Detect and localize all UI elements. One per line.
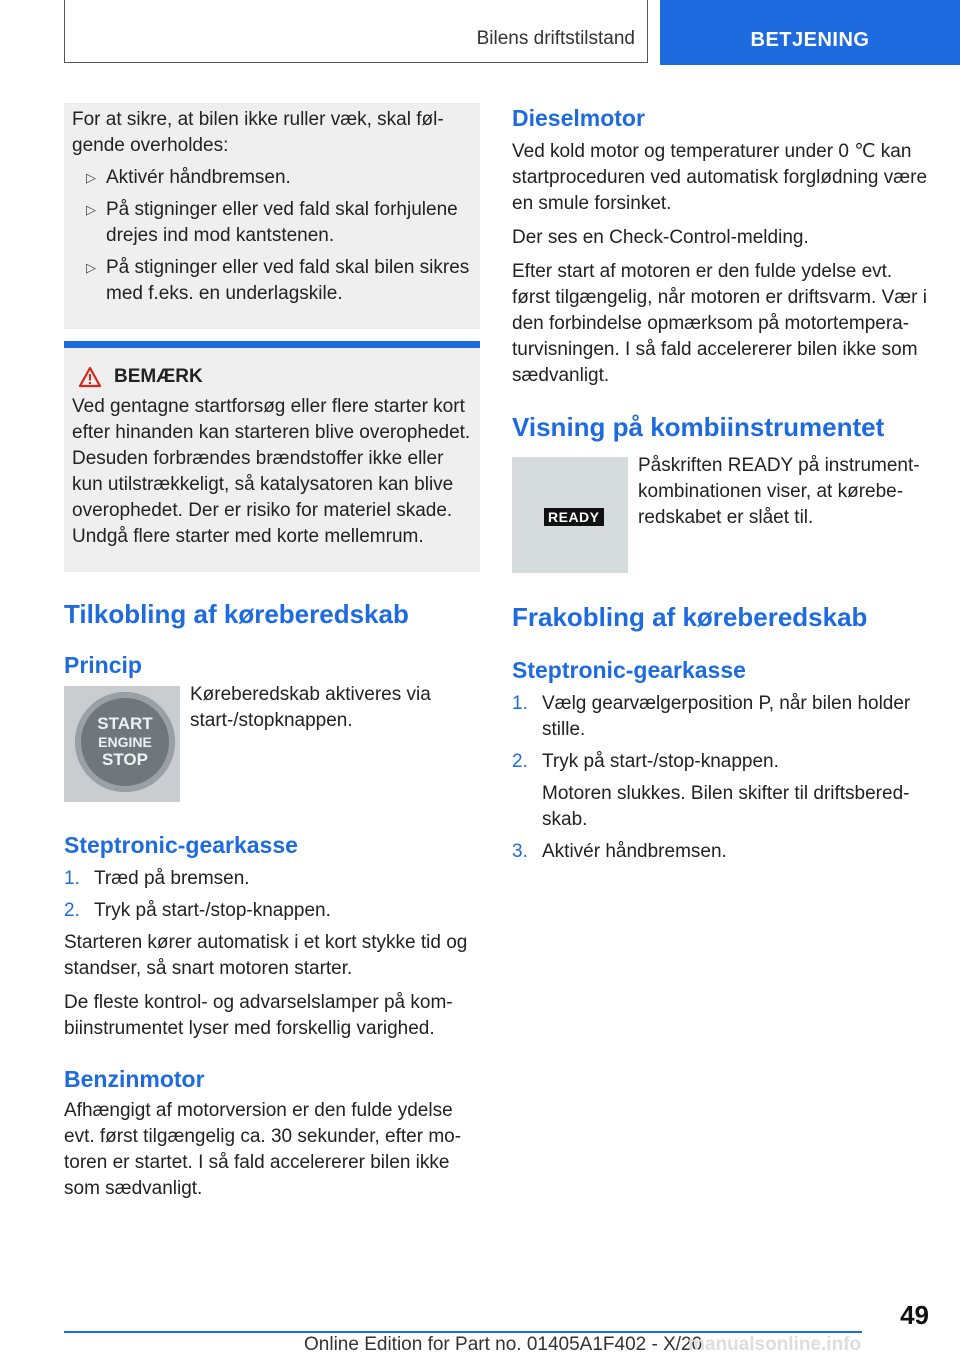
bullet-item: ▷ På stigninger eller ved fald skal bilen sikres med f.eks. en underlagskile. bbox=[86, 257, 470, 304]
ready-label: READY bbox=[544, 508, 604, 526]
chapter-tab bbox=[660, 0, 960, 65]
triangle-bullet-icon: ▷ bbox=[86, 202, 96, 217]
triangle-bullet-icon: ▷ bbox=[86, 260, 96, 275]
right-column bbox=[512, 103, 928, 871]
step-item: 3. Aktivér håndbremsen. bbox=[512, 841, 727, 862]
start-stop-button-image bbox=[64, 686, 180, 802]
left-column bbox=[64, 103, 480, 1202]
petrol-heading: Benzinmotor bbox=[64, 1066, 205, 1092]
diesel-paragraph-3: Efter start af motoren er den fulde ydelse evt. først tilgængelig, når motoren er driftsvarm. Vær i den forbindelse opmærksom på motortempera-turvisningen. I så fald accelererer bilen ikke som sædvanligt. bbox=[512, 261, 927, 386]
intro-box bbox=[64, 103, 480, 329]
petrol-text: Afhængigt af motorversion er den fulde ydelse evt. først tilgængelig ca. 30 sekunder, efter mo-toren er startet. I så fald accelererer bilen ikke som sædvanligt. bbox=[64, 1100, 462, 1199]
section-title-activation: Tilkobling af køreberedskab bbox=[64, 599, 409, 629]
display-heading: Visning på kombiinstrumentet bbox=[512, 412, 885, 442]
header-section-box bbox=[64, 0, 648, 63]
activation-steps bbox=[64, 866, 480, 924]
step-item: 1. Vælg gearvælgerposition P, når bilen holder stille. bbox=[512, 693, 911, 740]
note-box bbox=[64, 348, 480, 572]
starter-paragraph: Starteren kører automatisk i et kort stykke tid og standser, så snart motoren starter. bbox=[64, 932, 468, 979]
principle-row bbox=[64, 686, 480, 802]
principle-heading: Princip bbox=[64, 652, 142, 678]
section-title-deactivation: Frakobling af køreberedskab bbox=[512, 602, 868, 632]
step-item: 1. Træd på bremsen. bbox=[64, 868, 250, 889]
diesel-heading: Dieselmotor bbox=[512, 105, 645, 131]
step-sub-text: Motoren slukkes. Bilen skifter til driftsbered-skab. bbox=[542, 783, 910, 830]
step-item: 2. Tryk på start-/stop-knappen. bbox=[64, 900, 331, 921]
note-text: Ved gentagne startforsøg eller flere starter kort efter hinanden kan starteren blive overophedet. Desuden forbrændes brændstoffer ikke eller kun utilstrækkeligt, så katalysatoren kan blive overophedet. Der er risiko for materiel skade. Undgå flere starter med korte mellemrum. bbox=[72, 396, 471, 547]
chapter-tab-label: BETJENING bbox=[750, 29, 870, 51]
display-text: Påskriften READY på instrument-kombinationen viser, at kørebe-redskabet er slået til. bbox=[638, 455, 920, 528]
principle-text: Køreberedskab aktiveres via start-/stopknappen. bbox=[190, 684, 431, 731]
intro-bullets bbox=[72, 165, 472, 307]
deactivation-steps bbox=[512, 691, 928, 865]
start-stop-button-graphic: START ENGINE STOP bbox=[75, 692, 175, 792]
triangle-bullet-icon: ▷ bbox=[86, 170, 96, 185]
ready-display-image bbox=[512, 457, 628, 573]
header-section-title: Bilens driftstilstand bbox=[476, 28, 635, 49]
lamps-paragraph: De fleste kontrol- og advarselslamper på kom-biinstrumentet lyser med forskellig varighed. bbox=[64, 992, 453, 1039]
watermark-text: manualsonline.info bbox=[688, 1334, 862, 1355]
intro-text: For at sikre, at bilen ikke ruller væk, skal føl-gende overholdes: bbox=[72, 109, 444, 156]
footer-rule bbox=[64, 1331, 862, 1333]
page-number: 49 bbox=[900, 1300, 929, 1330]
footer-edition-text: Online Edition for Part no. 01405A1F402 - X/20 bbox=[304, 1334, 703, 1355]
steptronic-heading-left: Steptronic-gearkasse bbox=[64, 832, 298, 858]
note-top-bar bbox=[64, 341, 480, 348]
diesel-paragraph-2: Der ses en Check-Control-melding. bbox=[512, 227, 809, 248]
bullet-item: ▷ På stigninger eller ved fald skal forhjulene drejes ind mod kantstenen. bbox=[86, 199, 458, 246]
display-row bbox=[512, 457, 928, 573]
diesel-paragraph-1: Ved kold motor og temperaturer under 0 ℃ kan startproceduren ved automatisk forglødning være en smule forsinket. bbox=[512, 141, 928, 214]
step-item: 2. Tryk på start-/stop-knappen. Motoren slukkes. Bilen skifter til driftsbered-skab. bbox=[512, 749, 928, 833]
warning-triangle-icon bbox=[78, 366, 102, 388]
bullet-item: ▷ Aktivér håndbremsen. bbox=[72, 165, 472, 191]
note-heading bbox=[72, 366, 472, 388]
steptronic-heading-right: Steptronic-gearkasse bbox=[512, 657, 746, 683]
note-heading-label: BEMÆRK bbox=[114, 366, 203, 387]
